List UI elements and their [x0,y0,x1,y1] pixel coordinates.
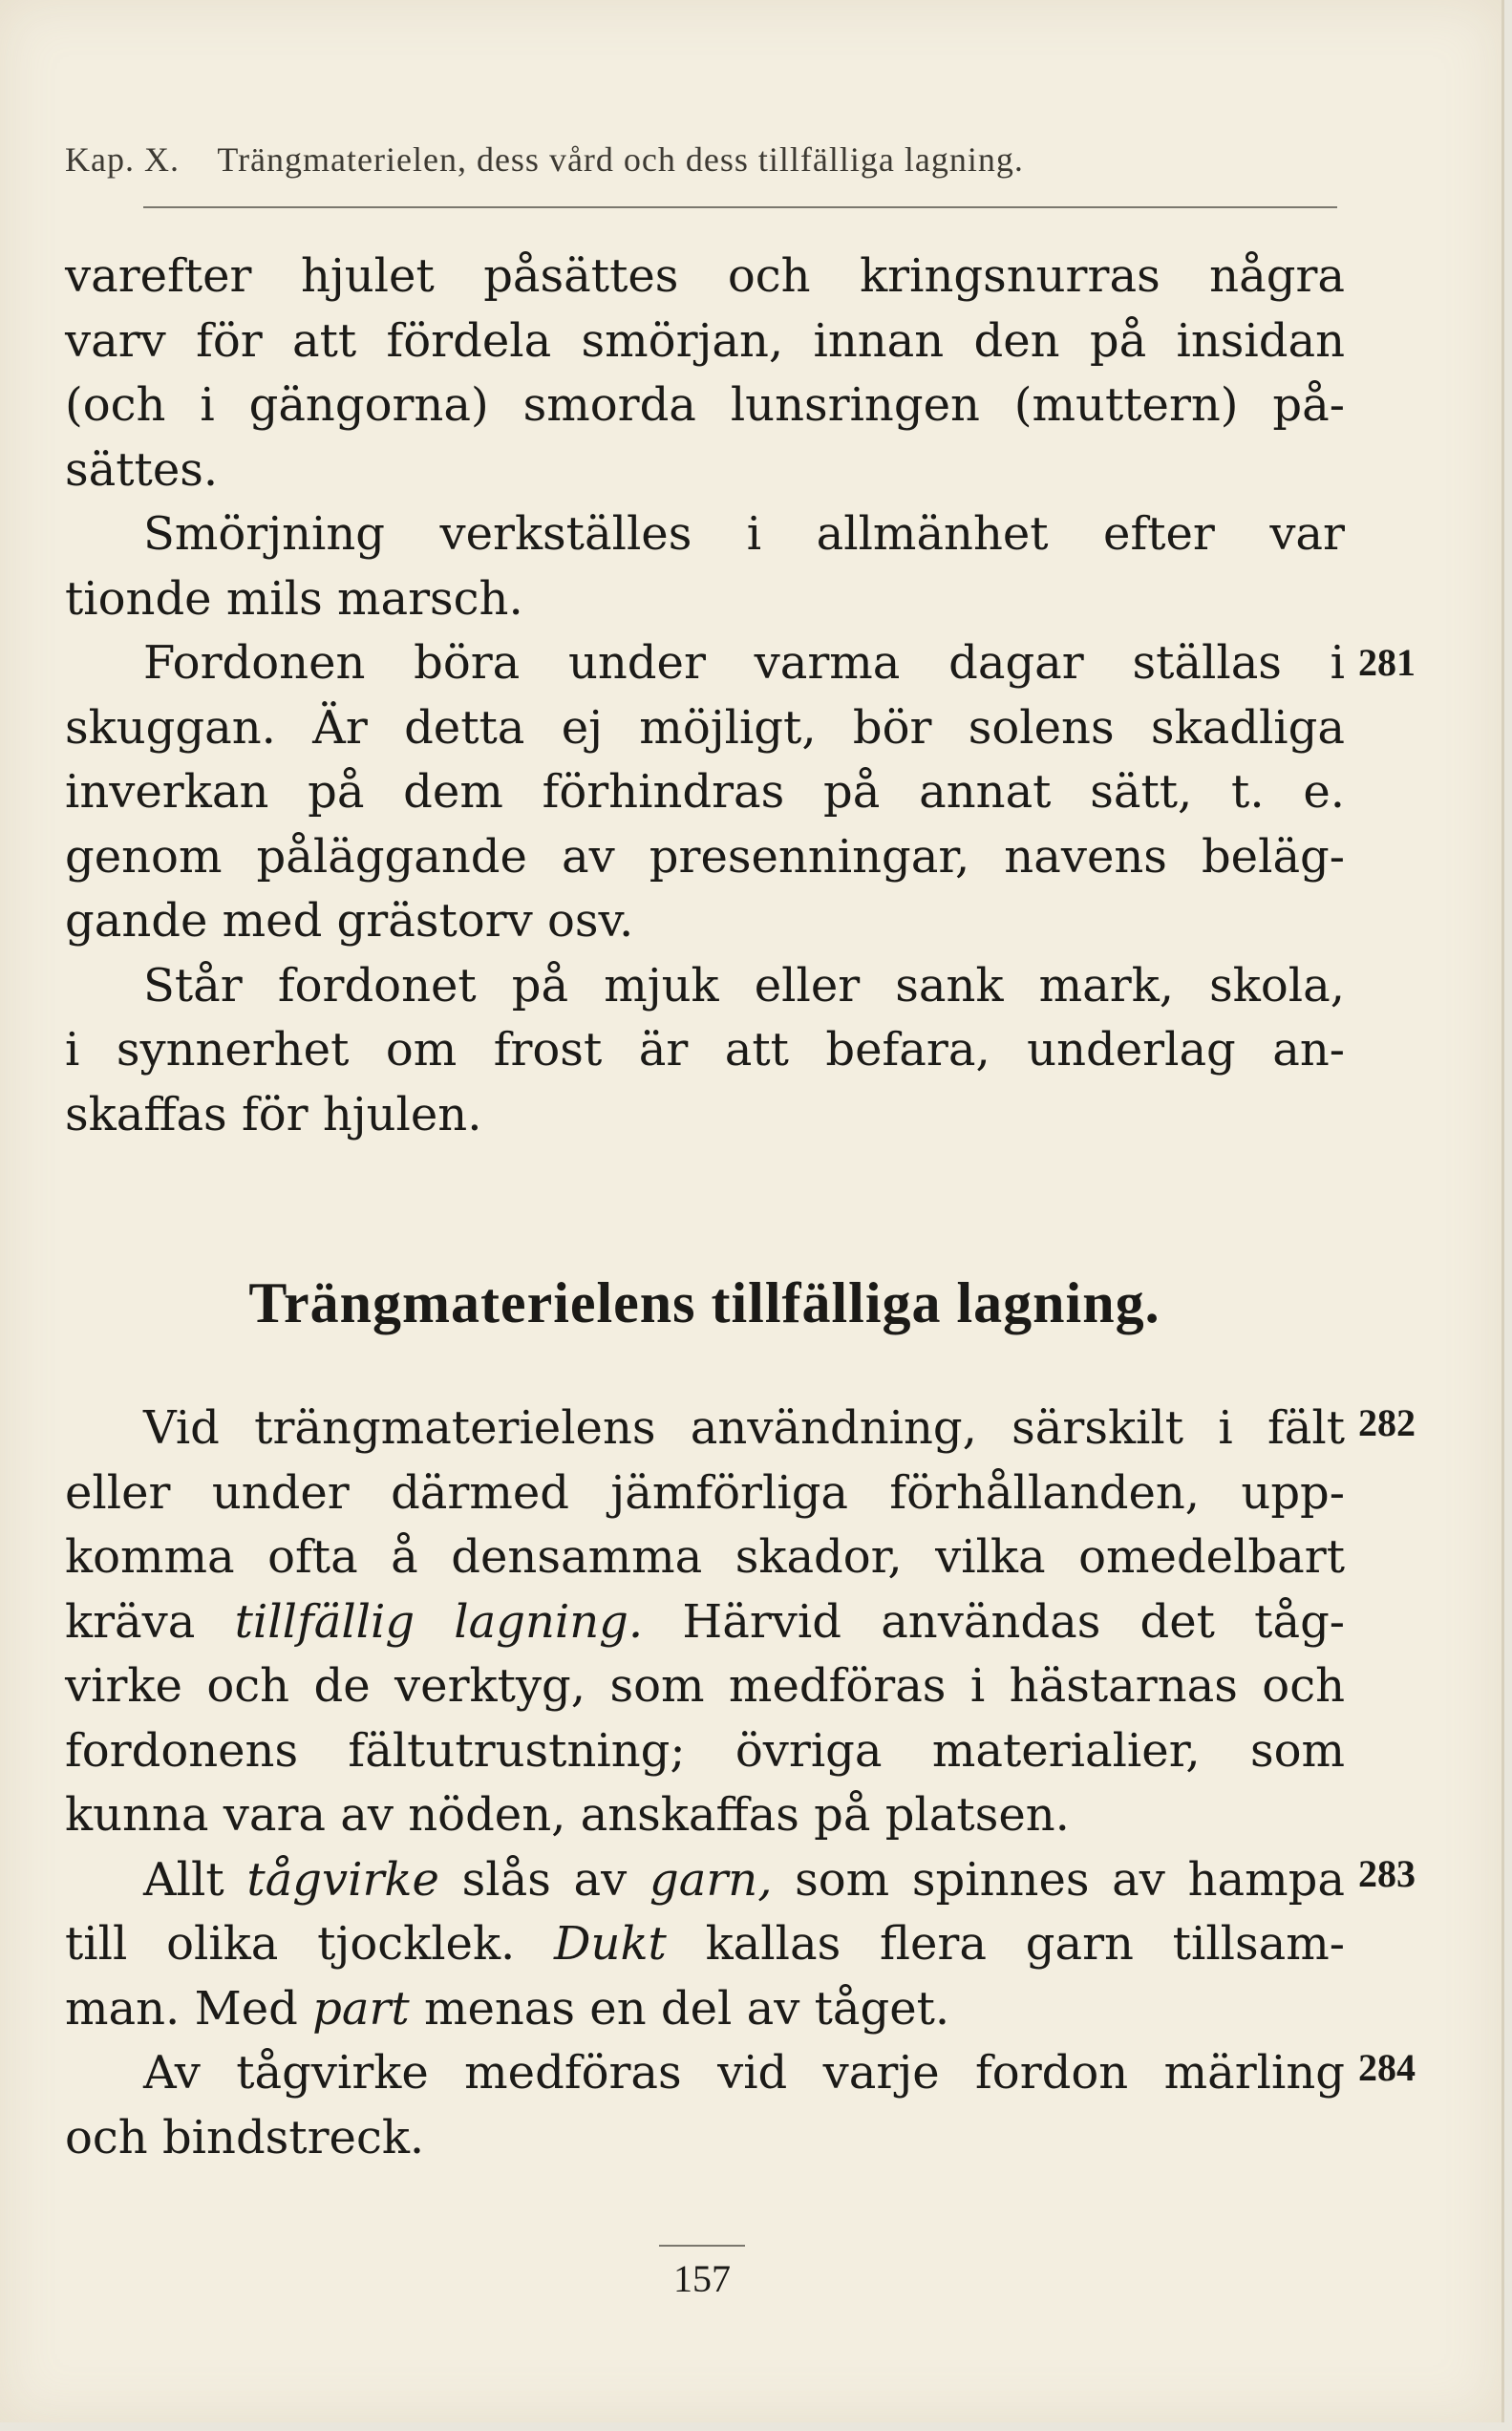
text-line [65,1590,1345,1655]
running-head [65,139,1024,180]
text-line: komma ofta å densamma skador, vilka omedelbart [65,1530,1345,1584]
text-line [65,1912,1345,1977]
text-line: gande med grästorv osv. [65,894,634,948]
text-line: sättes. [65,442,219,497]
emphasis: tågvirke [246,1852,439,1907]
text-line: eller under därmed jämförliga förhållanden, upp- [65,1465,1345,1520]
page-number: 157 [673,2257,731,2300]
text-run: Allt [143,1852,247,1907]
text-line: i synnerhet om frost är att befara, underlag an- [65,1023,1345,1077]
text-run: menas en del av tåget. [409,1981,950,2036]
chapter-label: Kap. X. [65,140,180,179]
text-line: tionde mils marsch. [65,571,523,626]
text-line: Smörjning verkställes i allmänhet efter var [143,507,1345,561]
text-line: skaffas för hjulen. [65,1087,482,1141]
section-heading: Trängmaterielens tillfälliga lagning. [248,1271,1161,1334]
margin-number-281: 281 [1358,641,1416,684]
text-line [65,1977,1345,2042]
text-line: Fordonen böra under varma dagar ställas i [143,636,1345,690]
text-line: inverkan på dem förhindras på annat sätt, t. e. [65,765,1345,819]
text-line: Vid trängmaterielens användning, särskilt i fält [143,1401,1345,1455]
emphasis: Dukt [554,1917,667,1971]
text-run: som spinnes av hampa [772,1852,1345,1907]
text-line: varv för att fördela smörjan, innan den på insidan [65,313,1345,368]
header-divider [143,206,1337,208]
text-line: virke och de verktyg, som medföras i hästarnas och [65,1659,1345,1713]
margin-number-282: 282 [1358,1401,1416,1444]
text-line: genom påläggande av presenningar, navens beläg- [65,829,1345,884]
text-run: kräva [65,1594,235,1649]
text-line: (och i gängorna) smorda lunsringen (muttern) på- [65,378,1345,432]
text-line [65,1848,1345,1913]
text-block-bottom [65,1397,1345,2170]
text-block-top [65,245,1345,1147]
text-run: kallas flera garn tillsam- [666,1917,1346,1971]
text-line: Av tågvirke medföras vid varje fordon märling [143,2046,1345,2100]
text-line: och bindstreck. [65,2110,425,2164]
margin-number-284: 284 [1358,2046,1416,2089]
text-run: man. Med [65,1981,313,2036]
margin-number-283: 283 [1358,1852,1416,1895]
text-run: slås av [438,1852,650,1907]
text-run: Härvid användas det tåg- [643,1594,1346,1649]
text-line: skuggan. Är detta ej möjligt, bör solens skadliga [65,700,1345,755]
chapter-title: Trängmaterielen, dess vård och dess tillfälliga lagning. [217,140,1024,179]
emphasis: garn, [649,1852,773,1907]
text-line: kunna vara av nöden, anskaffas på platsen. [65,1788,1070,1842]
footer-divider [659,2245,745,2247]
text-line: Står fordonet på mjuk eller sank mark, skola, [143,958,1345,1013]
emphasis: part [312,1981,410,2036]
emphasis: tillfällig lagning. [234,1594,644,1649]
text-run: till olika tjocklek. [65,1917,555,1971]
text-line: varefter hjulet påsättes och kringsnurras några [65,249,1345,303]
text-line: fordonens fältutrustning; övriga materialier, som [65,1723,1345,1778]
